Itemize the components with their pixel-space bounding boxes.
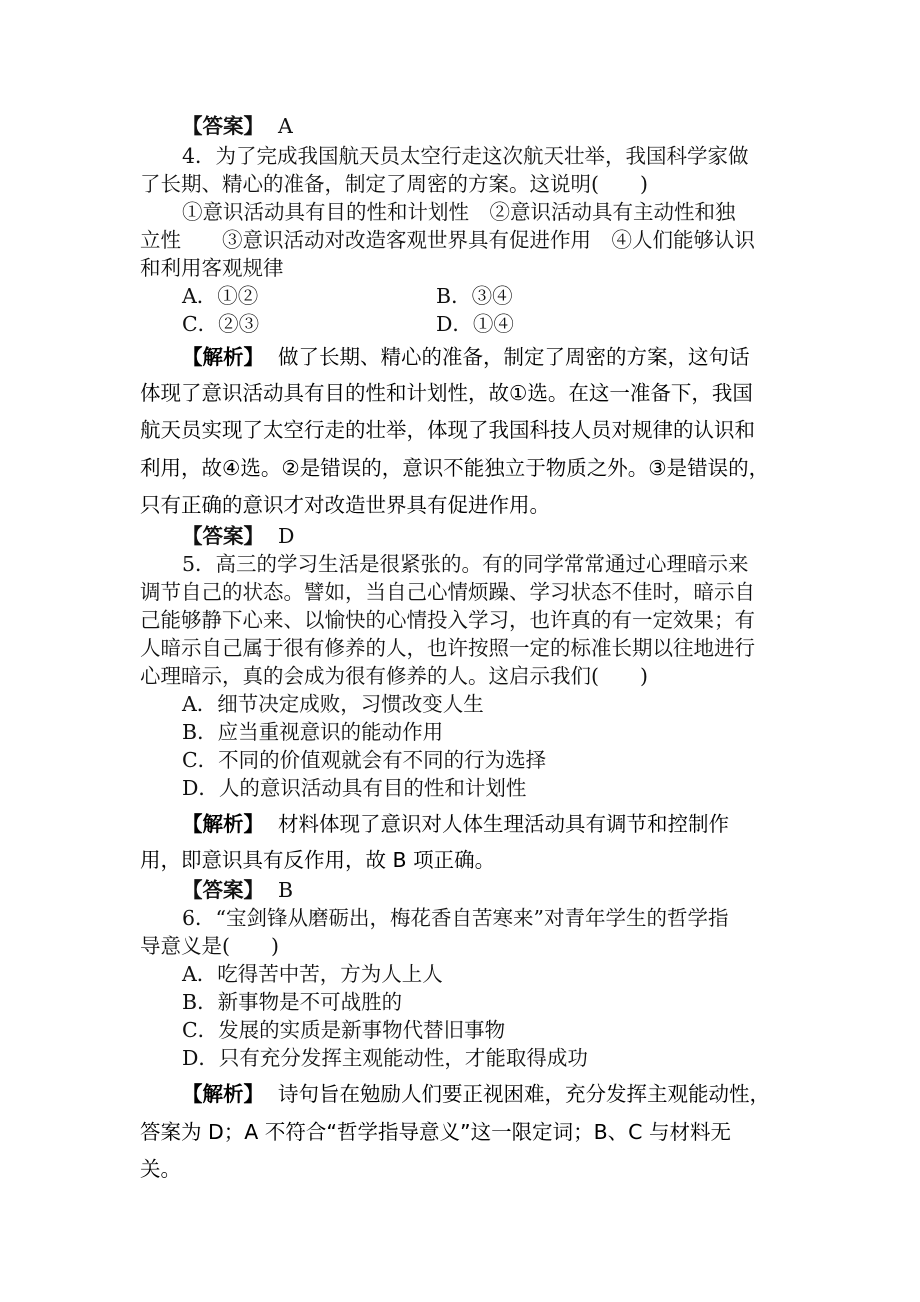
q4-analysis-line-1 <box>182 340 750 374</box>
q6-option-b: B．新事物是不可战胜的 <box>182 990 403 1014</box>
q5-stem-line-5: 心理暗示，真的会成为很有修养的人。这启示我们( ) <box>140 664 648 688</box>
q6-option-c: C．发展的实质是新事物代替旧事物 <box>182 1018 506 1042</box>
analysis-text: 诗句旨在勉励人们要正视困难，充分发挥主观能动性， <box>278 1082 770 1106</box>
q4-option-a: A．①② <box>182 284 259 308</box>
q4-option-d: D．①④ <box>436 312 514 336</box>
q4-analysis-line-4: 利用，故④选。②是错误的，意识不能独立于物质之外。③是错误的， <box>140 456 770 480</box>
q5-analysis-line-1 <box>182 807 729 841</box>
answer-label: 【答案】 <box>182 524 264 548</box>
analysis-label: 【解析】 <box>182 1082 264 1106</box>
q6-analysis-line-2: 答案为 D；A 不符合“哲学指导意义”这一限定词；B、C 与材料无 <box>140 1120 731 1144</box>
q5-stem-line-1: 5．高三的学习生活是很紧张的。有的同学常常通过心理暗示来 <box>182 552 749 576</box>
answer-value: D <box>278 524 295 548</box>
q5-answer-line <box>182 876 293 904</box>
q4-statement-line-3: 和利用客观规律 <box>140 256 284 280</box>
q6-option-d: D．只有充分发挥主观能动性，才能取得成功 <box>182 1046 588 1070</box>
analysis-label: 【解析】 <box>182 812 264 836</box>
q6-analysis-line-1 <box>182 1077 770 1111</box>
answer-label: 【答案】 <box>182 878 264 902</box>
q4-answer-line <box>182 522 294 550</box>
q4-stem-line-1: 4．为了完成我国航天员太空行走这次航天壮举，我国科学家做 <box>182 144 749 168</box>
q5-option-d: D．人的意识活动具有目的性和计划性 <box>182 776 527 800</box>
q4-analysis-line-3: 航天员实现了太空行走的壮举，体现了我国科技人员对规律的认识和 <box>140 418 755 442</box>
q5-option-a: A．细节决定成败，习惯改变人生 <box>182 692 484 716</box>
analysis-text: 做了长期、精心的准备，制定了周密的方案，这句话 <box>278 345 750 369</box>
answer-label: 【答案】 <box>182 114 264 138</box>
analysis-label: 【解析】 <box>182 345 264 369</box>
answer-value: B <box>278 878 294 902</box>
q5-option-b: B．应当重视意识的能动作用 <box>182 720 444 744</box>
q4-statement-line-2: 立性 ③意识活动对改造客观世界具有促进作用 ④人们能够认识 <box>140 228 755 252</box>
q6-analysis-line-3: 关。 <box>140 1157 181 1181</box>
q4-option-b: B．③④ <box>436 284 513 308</box>
q4-option-c: C．②③ <box>182 312 260 336</box>
q5-stem-line-4: 人暗示自己属于很有修养的人，也许按照一定的标准长期以往地进行 <box>140 636 755 660</box>
q4-statement-line-1: ①意识活动具有目的性和计划性 ②意识活动具有主动性和独 <box>182 200 736 224</box>
q5-option-c: C．不同的价值观就会有不同的行为选择 <box>182 748 547 772</box>
q5-analysis-line-2: 用，即意识具有反作用，故 B 项正确。 <box>140 848 496 872</box>
q6-stem-line-1: 6．“宝剑锋从磨砺出，梅花香自苦寒来”对青年学生的哲学指 <box>182 906 729 930</box>
q4-stem-line-2: 了长期、精心的准备，制定了周密的方案。这说明( ) <box>140 172 648 196</box>
q3-answer-line <box>182 112 293 140</box>
q5-stem-line-2: 调节自己的状态。譬如，当自己心情烦躁、学习状态不佳时，暗示自 <box>140 580 755 604</box>
q4-analysis-line-2: 体现了意识活动具有目的性和计划性，故①选。在这一准备下，我国 <box>140 381 753 405</box>
q6-stem-line-2: 导意义是( ) <box>140 934 279 958</box>
answer-value: A <box>278 114 293 138</box>
q4-analysis-line-5: 只有正确的意识才对改造世界具有促进作用。 <box>140 493 550 517</box>
q6-option-a: A．吃得苦中苦，方为人上人 <box>182 962 443 986</box>
analysis-text: 材料体现了意识对人体生理活动具有调节和控制作 <box>278 812 729 836</box>
q5-stem-line-3: 己能够静下心来、以愉快的心情投入学习，也许真的有一定效果；有 <box>140 608 755 632</box>
